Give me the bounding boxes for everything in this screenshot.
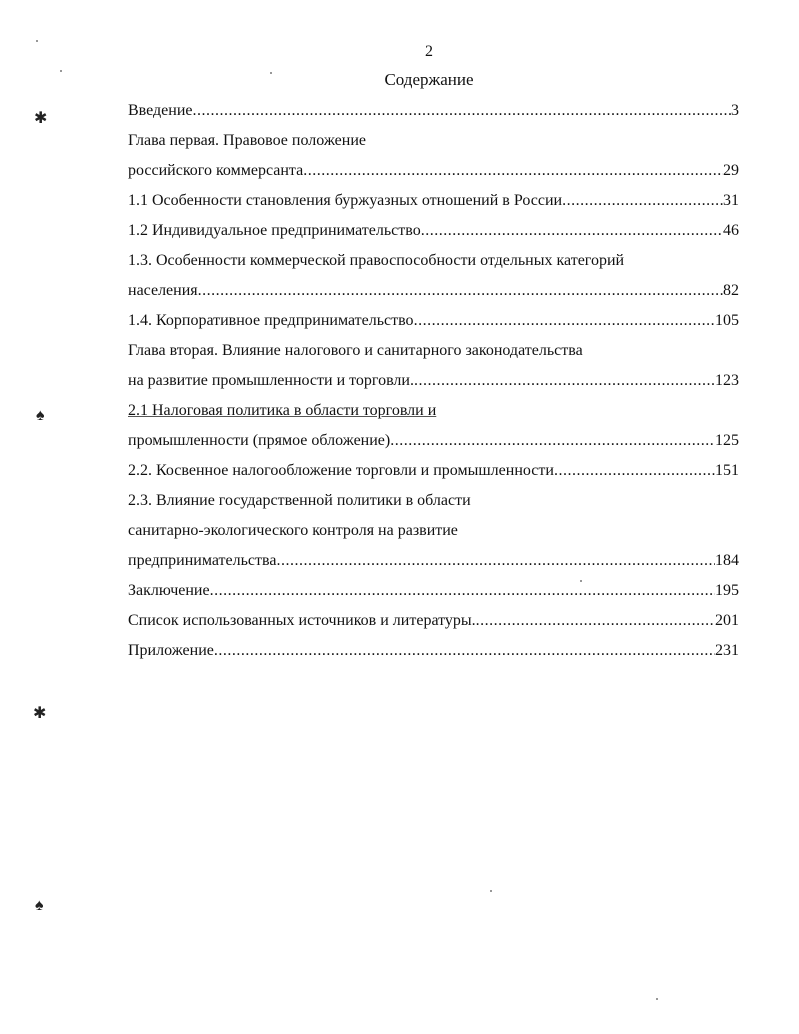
toc-entry-page: 46: [723, 222, 739, 239]
toc-entry-page: 105: [715, 312, 739, 329]
toc-line-18: [128, 606, 739, 636]
binder-hole-mark: ♠: [36, 407, 45, 424]
toc-entry-label: Заключение: [128, 582, 210, 599]
scan-speck: [60, 70, 62, 72]
toc-entry-page: 184: [715, 552, 739, 569]
scan-speck: [36, 40, 38, 42]
page-number: 2: [425, 43, 433, 60]
binder-hole-mark: ✱: [34, 110, 48, 127]
toc-entry-page: 3: [731, 102, 739, 119]
toc-entry-label: российского коммерсанта: [128, 162, 304, 179]
toc-entry-label: Приложение: [128, 642, 214, 659]
toc-entry-page: 201: [715, 612, 739, 629]
toc-line-12: [128, 426, 739, 456]
toc-entry-label: 1.2 Индивидуальное предпринимательство: [128, 222, 421, 239]
page-title: Содержание: [384, 70, 474, 89]
toc-line-11: 2.1 Налоговая политика в области торговли и: [128, 402, 437, 419]
scan-speck: [270, 72, 272, 74]
toc-line-16: [128, 546, 739, 576]
scan-speck: [490, 890, 492, 892]
toc-entry-page: 231: [715, 642, 739, 659]
dot-leader: [303, 156, 723, 186]
toc-line-13: [128, 456, 739, 486]
toc-entry-label: Введение: [128, 102, 193, 119]
dot-leader: [214, 636, 715, 666]
dot-leader: [414, 306, 715, 336]
toc-line-10: [128, 366, 739, 396]
toc-line-7: [128, 276, 739, 306]
dot-leader: [562, 186, 723, 216]
toc-line-17: [128, 576, 739, 606]
toc-entry-label: населения: [128, 282, 198, 299]
scan-speck: [580, 580, 582, 582]
toc-entry-label: 1.1 Особенности становления буржуазных отношений в России: [128, 192, 563, 209]
toc-line-4: [128, 186, 739, 216]
dot-leader: [414, 366, 715, 396]
dot-leader: [198, 276, 723, 306]
toc-entry-label: Список использованных источников и литературы.: [128, 612, 476, 629]
toc-line-9: Глава вторая. Влияние налогового и санитарного законодательства: [128, 342, 583, 359]
dot-leader: [421, 216, 723, 246]
toc-line-14: 2.3. Влияние государственной политики в области: [128, 492, 471, 509]
toc-entry-page: 29: [723, 162, 739, 179]
binder-hole-mark: ♠: [35, 897, 44, 914]
toc-entry-page: 123: [715, 372, 739, 389]
dot-leader: [210, 576, 715, 606]
toc-entry-label: на развитие промышленности и торговли.: [128, 372, 414, 389]
toc-entry-label: 2.2. Косвенное налогообложение торговли и промышленности: [128, 462, 554, 479]
dot-leader: [554, 456, 715, 486]
scan-speck: [656, 998, 658, 1000]
toc-entry-page: 125: [715, 432, 739, 449]
toc-entry-page: 82: [723, 282, 739, 299]
dot-leader: [276, 546, 715, 576]
toc-line-2: Глава первая. Правовое положение: [128, 132, 366, 149]
toc-line-19: [128, 636, 739, 666]
toc-line-15: санитарно-экологического контроля на развитие: [128, 522, 458, 539]
toc-entry-label: 1.4. Корпоративное предпринимательство: [128, 312, 414, 329]
toc-entry-page: 151: [715, 462, 739, 479]
dot-leader: [390, 426, 715, 456]
toc-line-6: 1.3. Особенности коммерческой правоспособности отдельных категорий: [128, 252, 625, 269]
table-of-contents: [128, 96, 739, 666]
toc-entry-label: промышленности (прямое обложение): [128, 432, 391, 449]
dot-leader: [476, 606, 715, 636]
toc-line-5: [128, 216, 739, 246]
toc-line-8: [128, 306, 739, 336]
toc-line-3: [128, 156, 739, 186]
toc-entry-page: 195: [715, 582, 739, 599]
toc-entry-label: предпринимательства: [128, 552, 277, 569]
toc-line-1: [128, 96, 739, 126]
dot-leader: [193, 96, 732, 126]
toc-entry-page: 31: [723, 192, 739, 209]
binder-hole-mark: ✱: [33, 705, 47, 722]
